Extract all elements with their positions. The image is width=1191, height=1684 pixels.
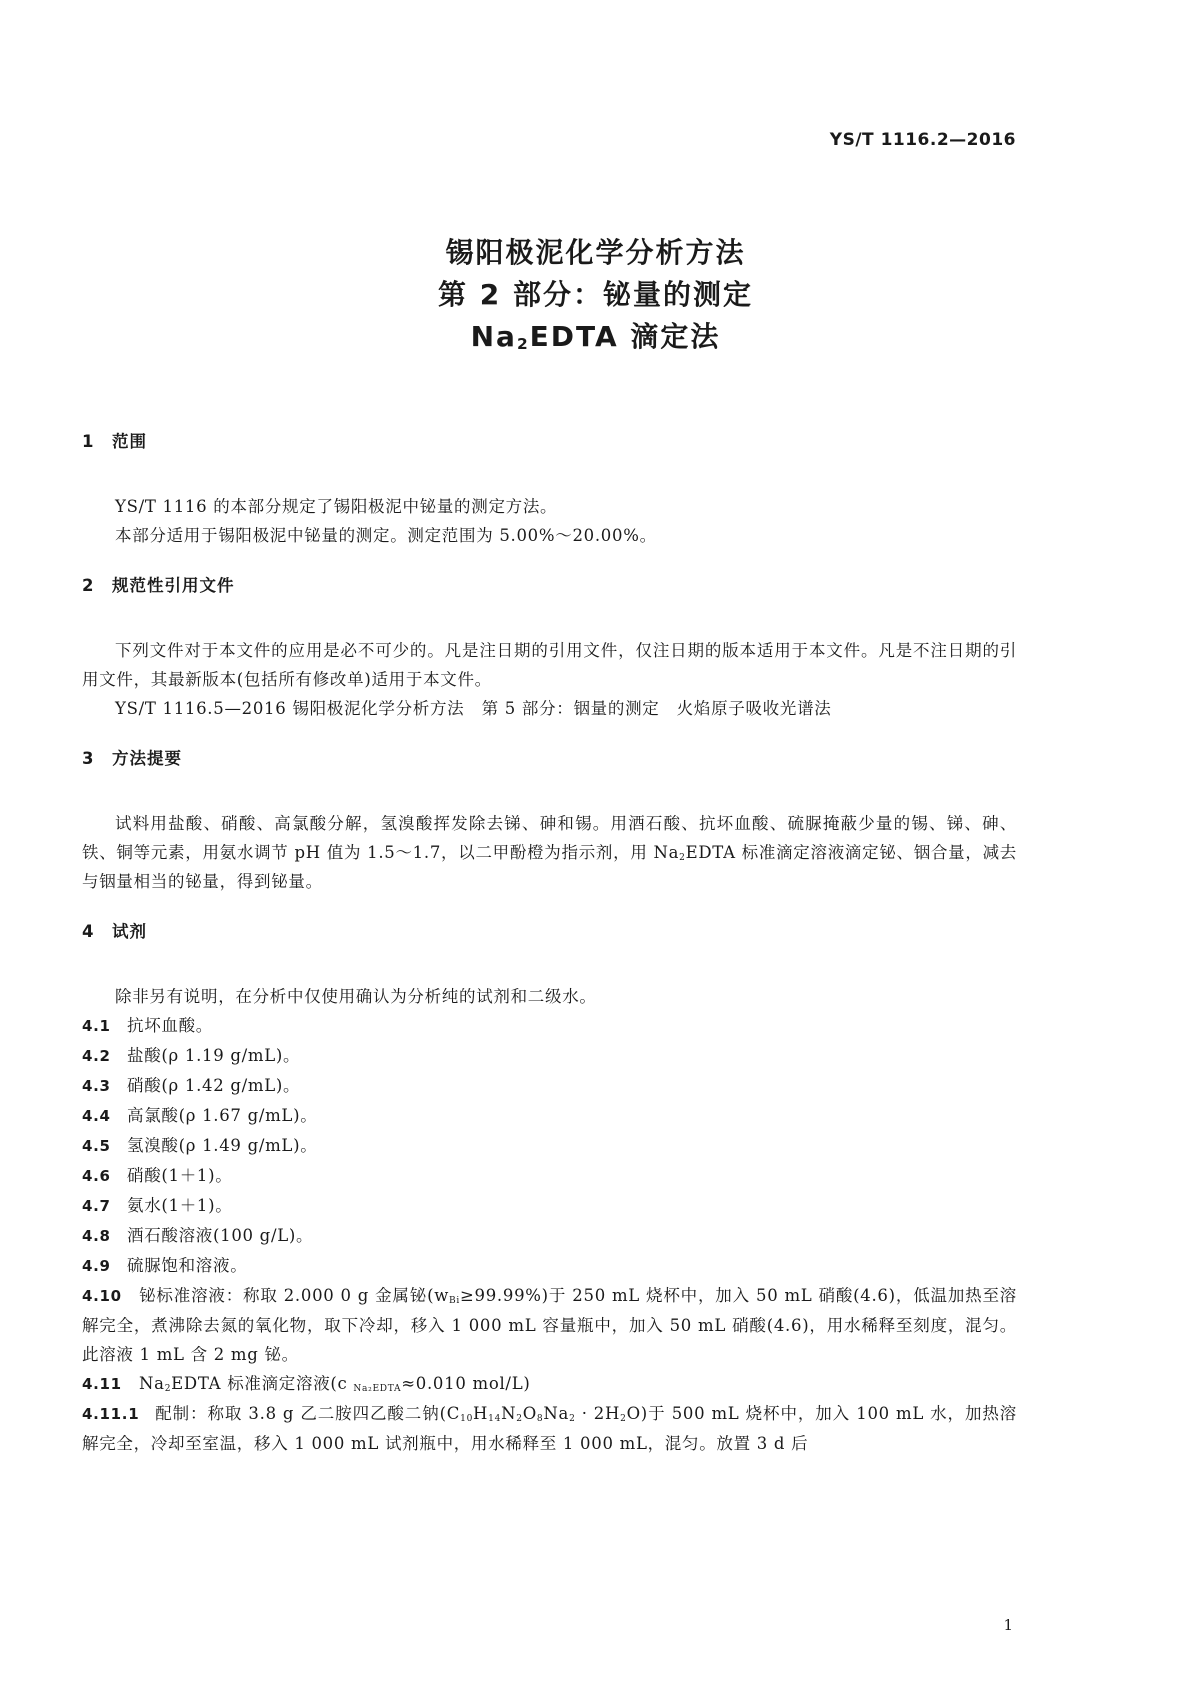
section-title: 方法提要 — [112, 749, 182, 768]
item-number: 4.6 — [82, 1167, 111, 1185]
subscript: 2 — [164, 1383, 172, 1394]
item-text: 盐酸(ρ 1.19 g/mL)。 — [127, 1046, 301, 1065]
title-na: Na — [470, 320, 517, 353]
reagent-item-bismuth-standard — [82, 1281, 1017, 1369]
item-number: 4.5 — [82, 1137, 111, 1155]
subscript: 8 — [536, 1413, 544, 1424]
title-rest: EDTA 滴定法 — [529, 320, 721, 353]
document-title — [0, 232, 1191, 358]
text-run: Na — [139, 1374, 165, 1393]
section-reagents — [82, 922, 1017, 1458]
title-line-1: 锡阳极泥化学分析方法 — [445, 236, 746, 269]
standard-code: YS/T 1116.2—2016 — [829, 130, 1016, 150]
reagent-item-edta-preparation — [82, 1399, 1017, 1458]
reagent-item — [82, 1011, 1017, 1041]
item-number: 4.9 — [82, 1257, 111, 1275]
text-run: ≈0.010 mol/L) — [401, 1374, 531, 1393]
section-title: 规范性引用文件 — [112, 576, 235, 595]
item-text: 酒石酸溶液(100 g/L)。 — [127, 1226, 314, 1245]
reagent-item — [82, 1131, 1017, 1161]
section-scope — [82, 432, 1017, 550]
section-number: 1 — [82, 432, 95, 451]
subscript: 2 — [569, 1413, 576, 1424]
paragraph: YS/T 1116.5—2016 锡阳极泥化学分析方法 第 5 部分：铟量的测定 火焰原子吸收光谱法 — [115, 699, 832, 718]
section-heading — [82, 576, 1017, 596]
text-run: ≥99.99%)于 250 mL 烧杯中，加入 50 mL 硝酸(4.6)，低温加热至溶解完全，煮沸除去氮的氧化物，取下冷却，移入 1 000 mL 容量瓶中，加入 50 mL 硝酸(4.6)，用水稀释至刻度，混匀。此溶液 1 mL 含 2 mg 铋。 — [82, 1286, 1017, 1364]
reagent-item — [82, 1101, 1017, 1131]
item-number: 4.10 — [82, 1287, 122, 1305]
text-run: N — [501, 1404, 517, 1423]
section-heading — [82, 922, 1017, 942]
subscript: Na₂EDTA — [353, 1383, 402, 1394]
text-run: O)于 500 mL 烧杯中，加入 100 mL 水，加热溶解完全，冷却至室温，移入 1 000 mL 试剂瓶中，用水稀释至 1 000 mL，混匀。放置 3 d 后 — [82, 1404, 1017, 1453]
title-line-3 — [0, 316, 1191, 358]
section-number: 2 — [82, 576, 95, 595]
item-number: 4.11 — [82, 1375, 122, 1393]
section-heading — [82, 749, 1017, 769]
reagent-item — [82, 1071, 1017, 1101]
item-text: 氨水(1＋1)。 — [127, 1196, 233, 1215]
item-text: 高氯酸(ρ 1.67 g/mL)。 — [127, 1106, 318, 1125]
text-run: H — [473, 1404, 489, 1423]
document-body — [82, 432, 1017, 1484]
section-references — [82, 576, 1017, 723]
subscript: 2 — [516, 1413, 523, 1424]
reagent-item — [82, 1041, 1017, 1071]
item-number: 4.4 — [82, 1107, 111, 1125]
item-text: 硝酸(ρ 1.42 g/mL)。 — [127, 1076, 301, 1095]
reagent-item — [82, 1191, 1017, 1221]
subscript: Bi — [449, 1295, 461, 1306]
item-text: 硝酸(1＋1)。 — [127, 1166, 233, 1185]
paragraph: YS/T 1116 的本部分规定了锡阳极泥中铋量的测定方法。 — [115, 497, 558, 516]
item-number: 4.8 — [82, 1227, 111, 1245]
text-run: O — [522, 1404, 537, 1423]
item-number: 4.7 — [82, 1197, 111, 1215]
page-number: 1 — [1003, 1616, 1013, 1634]
text-run: EDTA 标准滴定溶液滴定铋、铟合量，减去与铟量相当的铋量，得到铋量。 — [82, 843, 1017, 891]
reagent-item — [82, 1161, 1017, 1191]
reagent-item — [82, 1251, 1017, 1281]
paragraph: 下列文件对于本文件的应用是必不可少的。凡是注日期的引用文件，仅注日期的版本适用于本文件。凡是不注日期的引用文件，其最新版本(包括所有修改单)适用于本文件。 — [82, 641, 1017, 689]
item-text: 硫脲饱和溶液。 — [127, 1256, 248, 1275]
text-run: 配制：称取 3.8 g 乙二胺四乙酸二钠(C — [155, 1404, 461, 1423]
section-number: 4 — [82, 922, 95, 941]
paragraph: 除非另有说明，在分析中仅使用确认为分析纯的试剂和二级水。 — [115, 987, 597, 1006]
section-title: 范围 — [112, 432, 147, 451]
item-number: 4.3 — [82, 1077, 111, 1095]
section-number: 3 — [82, 749, 95, 768]
reagent-item — [82, 1221, 1017, 1251]
item-text: 抗坏血酸。 — [127, 1016, 213, 1035]
paragraph — [82, 809, 1017, 896]
text-run: 铋标准溶液：称取 2.000 0 g 金属铋(w — [139, 1286, 450, 1305]
item-number: 4.1 — [82, 1017, 111, 1035]
paragraph: 本部分适用于锡阳极泥中铋量的测定。测定范围为 5.00%～20.00%。 — [115, 526, 657, 545]
item-number: 4.2 — [82, 1047, 111, 1065]
title-line-2: 第 2 部分：铋量的测定 — [438, 278, 753, 311]
text-run: · 2H — [575, 1404, 621, 1423]
reagent-item-edta-standard — [82, 1369, 1017, 1399]
text-run: EDTA 标准滴定溶液(c — [171, 1374, 354, 1393]
subscript: 2 — [679, 852, 686, 863]
item-number: 4.11.1 — [82, 1405, 140, 1423]
section-heading — [82, 432, 1017, 452]
subscript: 14 — [488, 1413, 502, 1424]
section-title: 试剂 — [112, 922, 147, 941]
text-run: 试料用盐酸、硝酸、高氯酸分解，氢溴酸挥发除去锑、砷和锡。用酒石酸、抗坏血酸、硫脲掩蔽少量的锡、锑、砷、铁、铜等元素，用氨水调节 pH 值为 1.5～1.7，以二甲酚橙为指示剂，用 Na — [82, 814, 1017, 862]
subscript: 2 — [620, 1413, 627, 1424]
text-run: Na — [543, 1404, 570, 1423]
section-principle — [82, 749, 1017, 896]
item-text: 氢溴酸(ρ 1.49 g/mL)。 — [127, 1136, 318, 1155]
subscript: 10 — [460, 1413, 474, 1424]
title-sub: 2 — [516, 335, 530, 354]
